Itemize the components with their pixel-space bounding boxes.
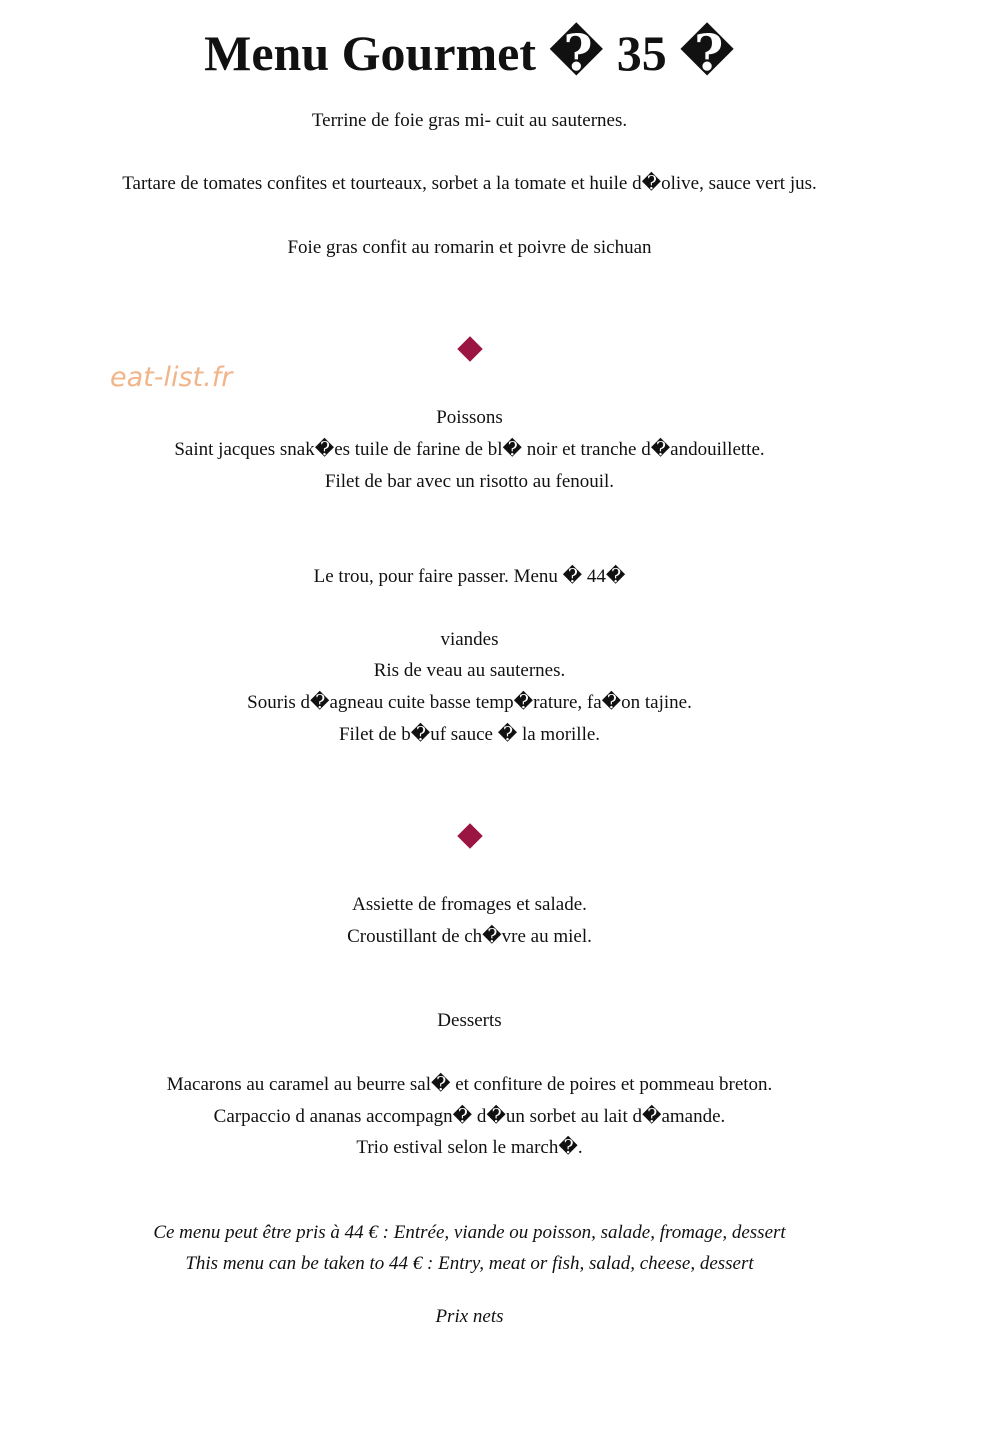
dessert-item-3: Trio estival selon le march�. [356, 1137, 583, 1158]
viandes-heading: viandes [440, 629, 499, 650]
note-english: This menu can be taken to 44 € : Entry, meat or fish, salad, cheese, dessert [185, 1253, 754, 1274]
poisson-item-1: Saint jacques snak�es tuile de farine de bl� noir et tranche d�andouillette. [174, 439, 765, 460]
divider-diamond-2 [457, 823, 482, 848]
watermark-logo: eat-list.fr [110, 362, 233, 393]
menu-title: Menu Gourmet � 35 � [204, 25, 735, 81]
viande-item-2: Souris d�agneau cuite basse temp�rature, fa�on tajine. [247, 692, 692, 713]
fromage-item-2: Croustillant de ch�vre au miel. [347, 926, 592, 947]
viande-item-3: Filet de b�uf sauce � la morille. [338, 724, 601, 745]
note-french: Ce menu peut être pris à 44 € : Entrée, viande ou poisson, salade, fromage, dessert [153, 1222, 786, 1243]
poissons-heading: Poissons [436, 407, 503, 428]
dessert-item-1: Macarons au caramel au beurre sal� et confiture de poires et pommeau breton. [166, 1074, 773, 1095]
trou-line: Le trou, pour faire passer. Menu � 44� [313, 566, 626, 587]
entree-3: Foie gras confit au romarin et poivre de sichuan [287, 237, 652, 258]
entree-2: Tartare de tomates confites et tourteaux, sorbet a la tomate et huile d�olive, sauce vert jus. [122, 173, 817, 194]
poisson-item-2: Filet de bar avec un risotto au fenouil. [324, 471, 615, 492]
divider-diamond-1 [457, 336, 482, 361]
viande-item-1: Ris de veau au sauternes. [373, 660, 566, 681]
prix-nets: Prix nets [435, 1306, 504, 1327]
desserts-heading: Desserts [437, 1010, 502, 1031]
dessert-item-2: Carpaccio d ananas accompagn� d�un sorbet au lait d�amande. [213, 1106, 726, 1127]
fromage-item-1: Assiette de fromages et salade. [352, 894, 587, 915]
entree-1: Terrine de foie gras mi- cuit au sauternes. [311, 110, 628, 131]
